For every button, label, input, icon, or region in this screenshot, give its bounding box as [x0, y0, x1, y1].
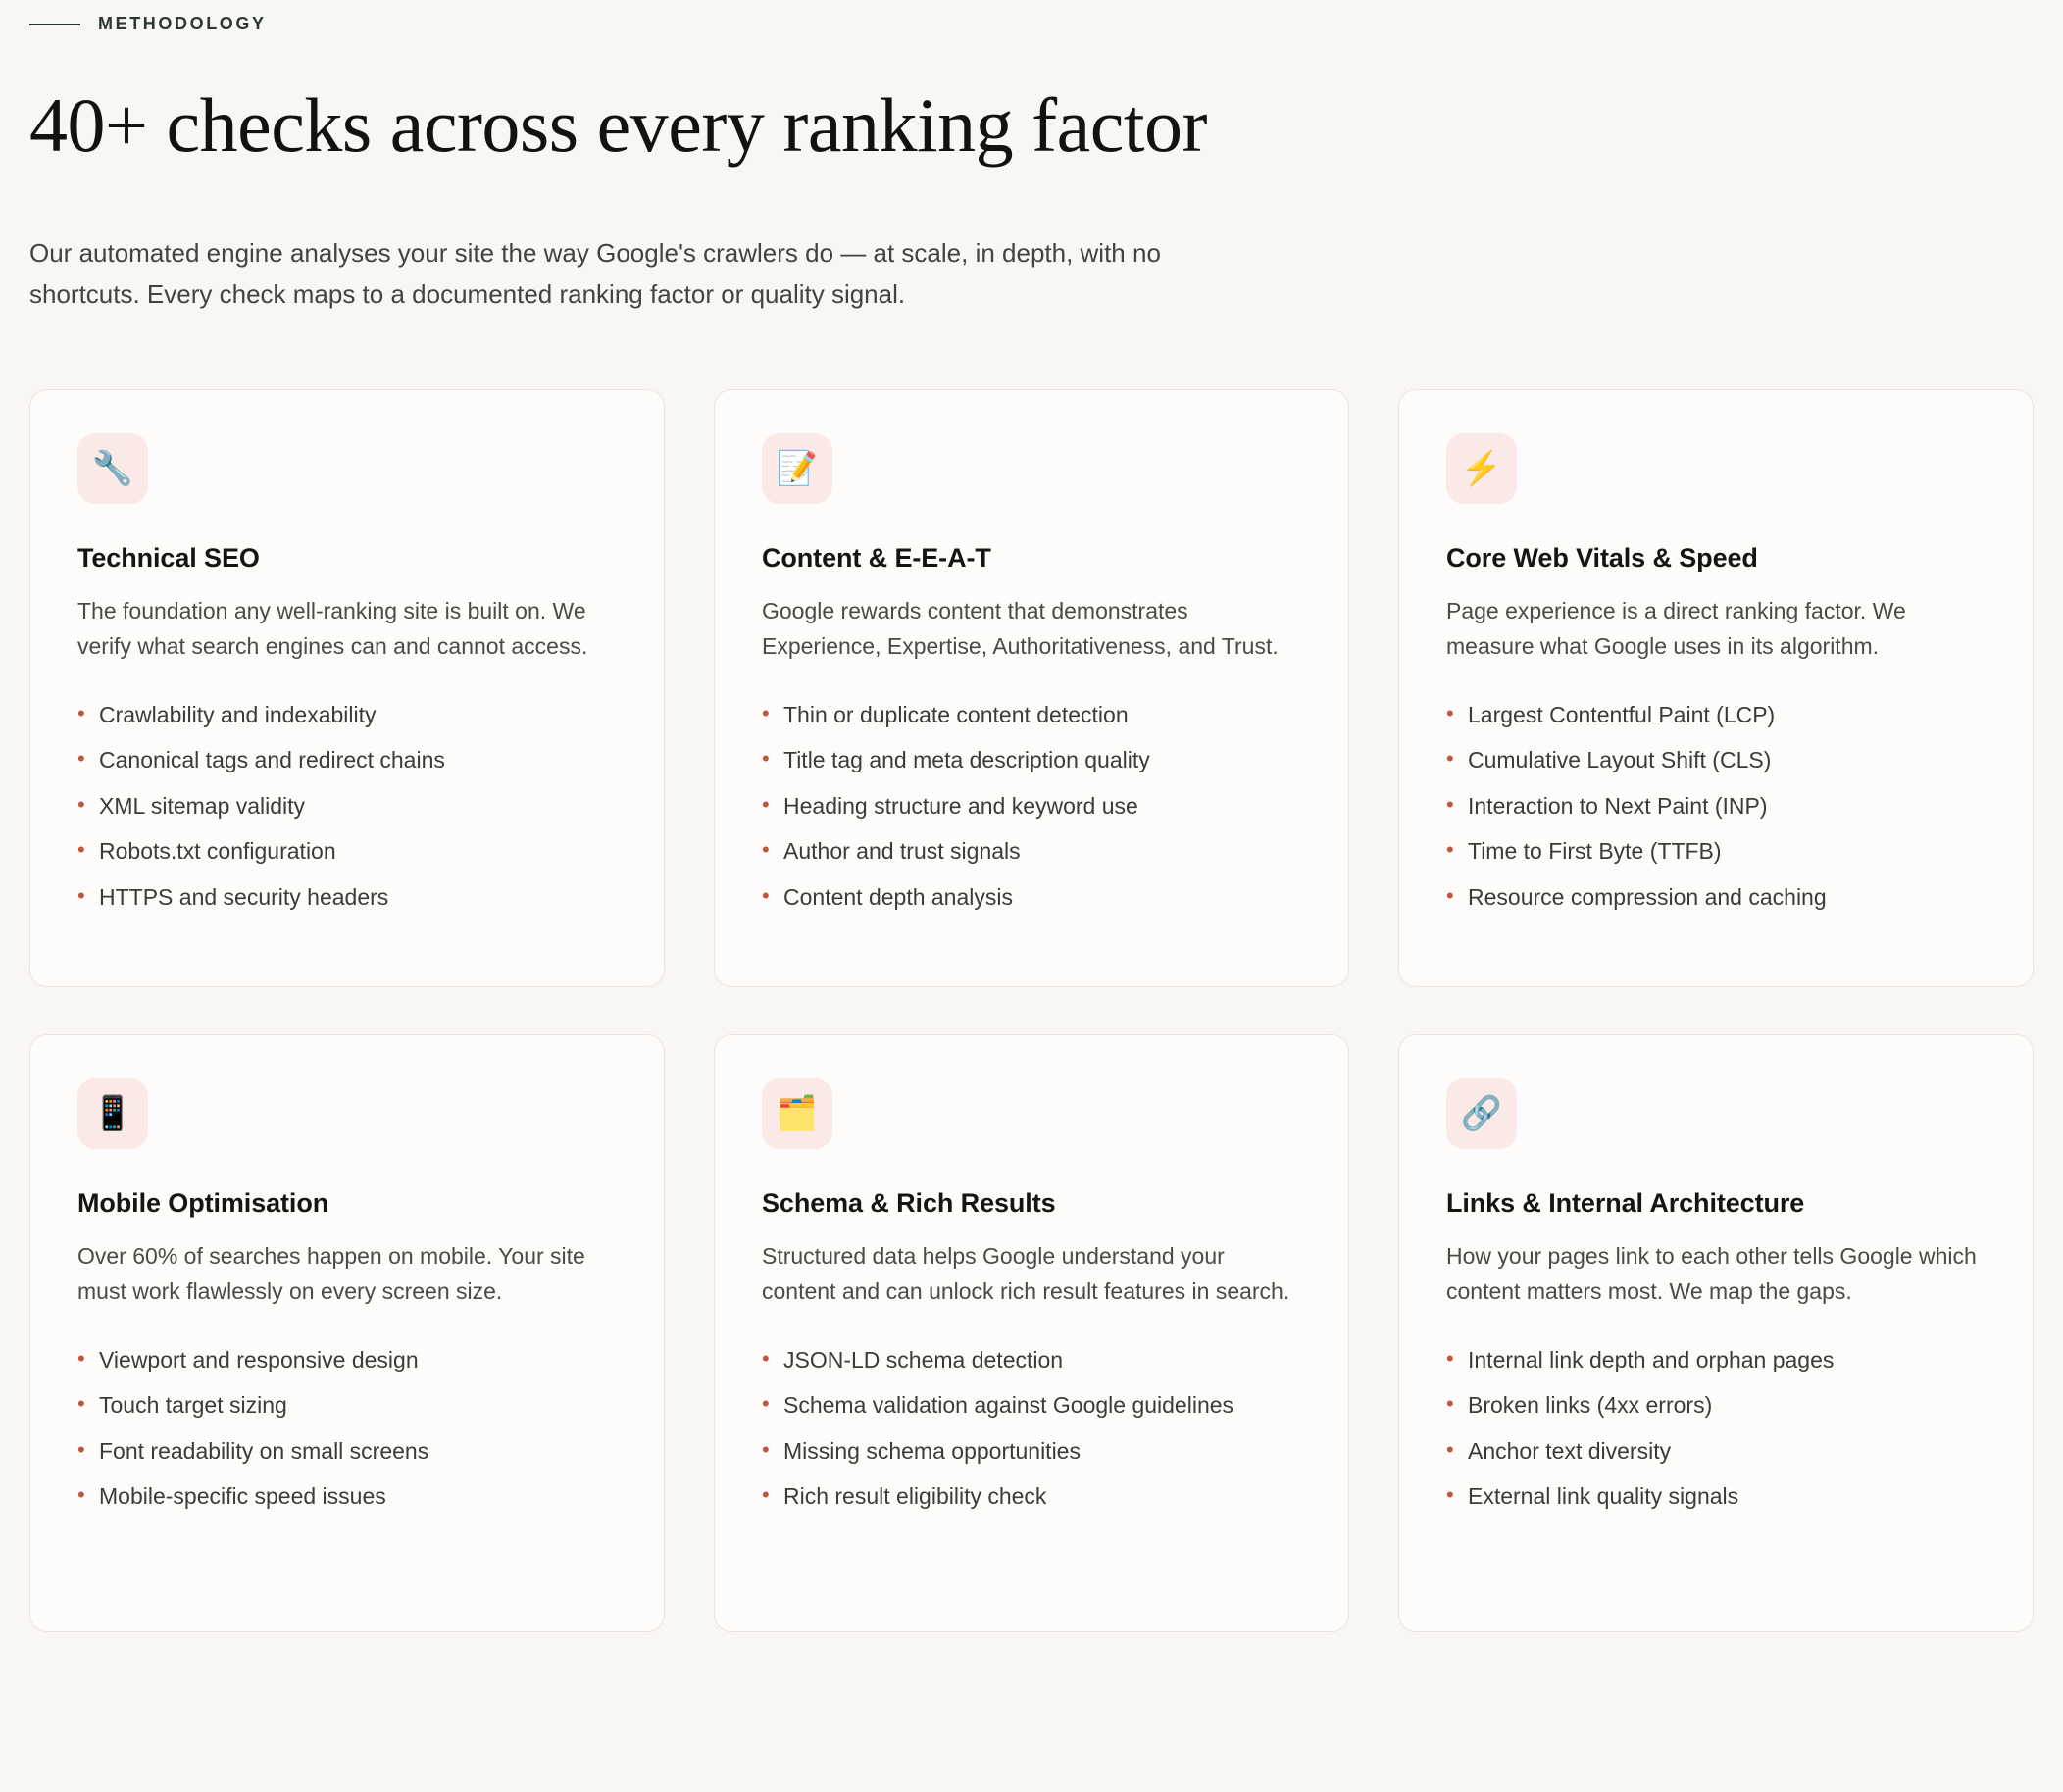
check-card [29, 1034, 665, 1632]
list-item: • Schema validation against Google guidelines [762, 1388, 1301, 1422]
card-title: Content & E-E-A-T [762, 543, 991, 573]
card-index-dividers-icon: 🗂️ [762, 1078, 832, 1149]
check-card [714, 389, 1349, 987]
list-item: • Mobile-specific speed issues [77, 1479, 617, 1514]
list-item: • JSON-LD schema detection [762, 1343, 1301, 1377]
card-title: Core Web Vitals & Speed [1446, 543, 1758, 573]
list-item: • External link quality signals [1446, 1479, 1986, 1514]
check-card [1398, 1034, 2034, 1632]
card-description: Structured data helps Google understand your content and can unlock rich result features in search. [762, 1243, 1290, 1305]
card-description: The foundation any well-ranking site is built on. We verify what search engines can and cannot access. [77, 598, 588, 660]
list-item: • Resource compression and caching [1446, 880, 1986, 915]
eyebrow-rule-icon [29, 24, 80, 25]
list-item: • Font readability on small screens [77, 1434, 617, 1468]
card-check-list [77, 698, 617, 915]
list-item: • Missing schema opportunities [762, 1434, 1301, 1468]
list-item: • Heading structure and keyword use [762, 789, 1301, 823]
list-item: • Broken links (4xx errors) [1446, 1388, 1986, 1422]
list-item: • Title tag and meta description quality [762, 743, 1301, 777]
check-card [714, 1034, 1349, 1632]
card-description: How your pages link to each other tells Google which content matters most. We map the gaps. [1446, 1243, 1977, 1305]
list-item: • Time to First Byte (TTFB) [1446, 834, 1986, 869]
link-icon: 🔗 [1446, 1078, 1517, 1149]
eyebrow-label: METHODOLOGY [98, 14, 267, 33]
page-title: 40+ checks across every ranking factor [29, 82, 1207, 168]
card-description: Google rewards content that demonstrates Experience, Expertise, Authoritativeness, and Trust. [762, 598, 1279, 660]
list-item: • Crawlability and indexability [77, 698, 617, 732]
list-item: • Interaction to Next Paint (INP) [1446, 789, 1986, 823]
list-item: • HTTPS and security headers [77, 880, 617, 915]
mobile-phone-icon: 📱 [77, 1078, 148, 1149]
card-description: Page experience is a direct ranking factor. We measure what Google uses in its algorithm. [1446, 598, 1906, 660]
memo-icon: 📝 [762, 433, 832, 504]
list-item: • Content depth analysis [762, 880, 1301, 915]
list-item: • XML sitemap validity [77, 789, 617, 823]
card-check-list [762, 698, 1301, 915]
card-title: Technical SEO [77, 543, 260, 573]
card-check-list [1446, 698, 1986, 915]
list-item: • Canonical tags and redirect chains [77, 743, 617, 777]
list-item: • Rich result eligibility check [762, 1479, 1301, 1514]
list-item: • Author and trust signals [762, 834, 1301, 869]
card-description: Over 60% of searches happen on mobile. Your site must work flawlessly on every screen size. [77, 1243, 585, 1305]
list-item: • Thin or duplicate content detection [762, 698, 1301, 732]
checks-card-grid [29, 389, 2034, 1632]
card-title: Links & Internal Architecture [1446, 1188, 1805, 1219]
list-item: • Internal link depth and orphan pages [1446, 1343, 1986, 1377]
card-check-list [762, 1343, 1301, 1514]
list-item: • Anchor text diversity [1446, 1434, 1986, 1468]
wrench-icon: 🔧 [77, 433, 148, 504]
list-item: • Viewport and responsive design [77, 1343, 617, 1377]
lightning-icon: ⚡ [1446, 433, 1517, 504]
card-title: Mobile Optimisation [77, 1188, 329, 1219]
section-intro: Our automated engine analyses your site the way Google's crawlers do — at scale, in depth, with no shortcuts. Every check maps to a documented ranking factor or quality signal. [29, 237, 1161, 309]
list-item: • Touch target sizing [77, 1388, 617, 1422]
card-check-list [1446, 1343, 1986, 1514]
card-title: Schema & Rich Results [762, 1188, 1056, 1219]
check-card [29, 389, 665, 987]
section-eyebrow [29, 0, 2034, 34]
list-item: • Robots.txt configuration [77, 834, 617, 869]
list-item: • Largest Contentful Paint (LCP) [1446, 698, 1986, 732]
card-check-list [77, 1343, 617, 1514]
check-card [1398, 389, 2034, 987]
list-item: • Cumulative Layout Shift (CLS) [1446, 743, 1986, 777]
